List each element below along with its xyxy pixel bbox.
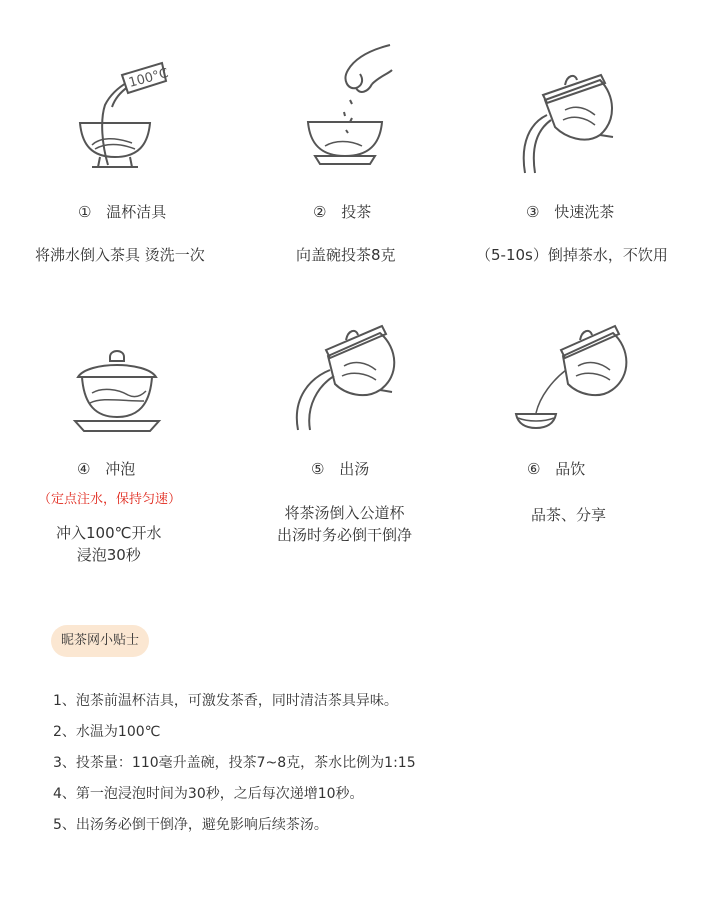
step-5-title (311, 458, 369, 479)
step-4-number: ④ (77, 460, 91, 478)
step-5-number: ⑤ (311, 460, 325, 478)
step-3-desc-line: （5-10s）倒掉茶水，不饮用 (476, 246, 668, 264)
step-5-label: 出汤 (339, 460, 370, 478)
step-4-desc-line: 冲入100℃开水 (56, 524, 162, 542)
step-3-label: 快速洗茶 (554, 203, 615, 221)
step-3-number: ③ (526, 203, 540, 221)
tip-item: 1、泡茶前温杯洁具，可激发茶香，同时清洁茶具异味。 (53, 693, 398, 709)
tip-item: 3、投茶量：110毫升盖碗，投茶7~8克，茶水比例为1:15 (53, 755, 416, 771)
serve-tea-illustration (508, 318, 633, 438)
step-5-desc-line: 将茶汤倒入公道杯 (284, 504, 405, 522)
step-3-desc (476, 244, 668, 266)
step-3-title (526, 201, 614, 222)
step-4-desc (56, 522, 161, 566)
step-1-number: ① (78, 203, 92, 221)
step-2-label: 投茶 (341, 203, 372, 221)
step-2-desc (296, 244, 396, 266)
step-1-label: 温杯洁具 (106, 203, 167, 221)
tip-item: 4、第一泡浸泡时间为30秒，之后每次递增10秒。 (53, 786, 364, 802)
step-4-desc-line: 浸泡30秒 (76, 546, 141, 564)
step-5-desc-line: 出汤时务必倒干倒净 (277, 526, 413, 544)
step-6-desc-line: 品茶、分享 (531, 506, 607, 524)
step-4-note: （定点注水，保持匀速） (38, 492, 182, 507)
temperature-label: 100°C (127, 65, 170, 91)
pour-out-illustration (280, 318, 405, 438)
add-tea-illustration (300, 40, 395, 175)
brew-gaiwan-illustration (70, 345, 165, 445)
step-4-label: 冲泡 (105, 460, 136, 478)
step-6-number: ⑥ (527, 460, 541, 478)
tips-badge: 昵茶网小贴士 (51, 625, 149, 657)
step-6-title (527, 458, 585, 479)
warm-cup-illustration (70, 45, 170, 180)
step-6-desc (531, 504, 606, 526)
wash-tea-illustration (505, 65, 625, 180)
step-2-number: ② (313, 203, 327, 221)
step-2-title (313, 201, 371, 222)
step-5-desc (277, 502, 412, 546)
step-1-desc-line: 将沸水倒入茶具 烫洗一次 (35, 246, 205, 264)
step-4-title (77, 458, 135, 479)
tip-item: 5、出汤务必倒干倒净，避免影响后续茶汤。 (53, 817, 328, 833)
step-6-label: 品饮 (555, 460, 586, 478)
step-1-desc (35, 244, 205, 266)
tips-list (53, 686, 416, 841)
step-1-title (78, 201, 166, 222)
tip-item: 2、水温为100℃ (53, 724, 161, 740)
step-2-desc-line: 向盖碗投茶8克 (296, 246, 396, 264)
